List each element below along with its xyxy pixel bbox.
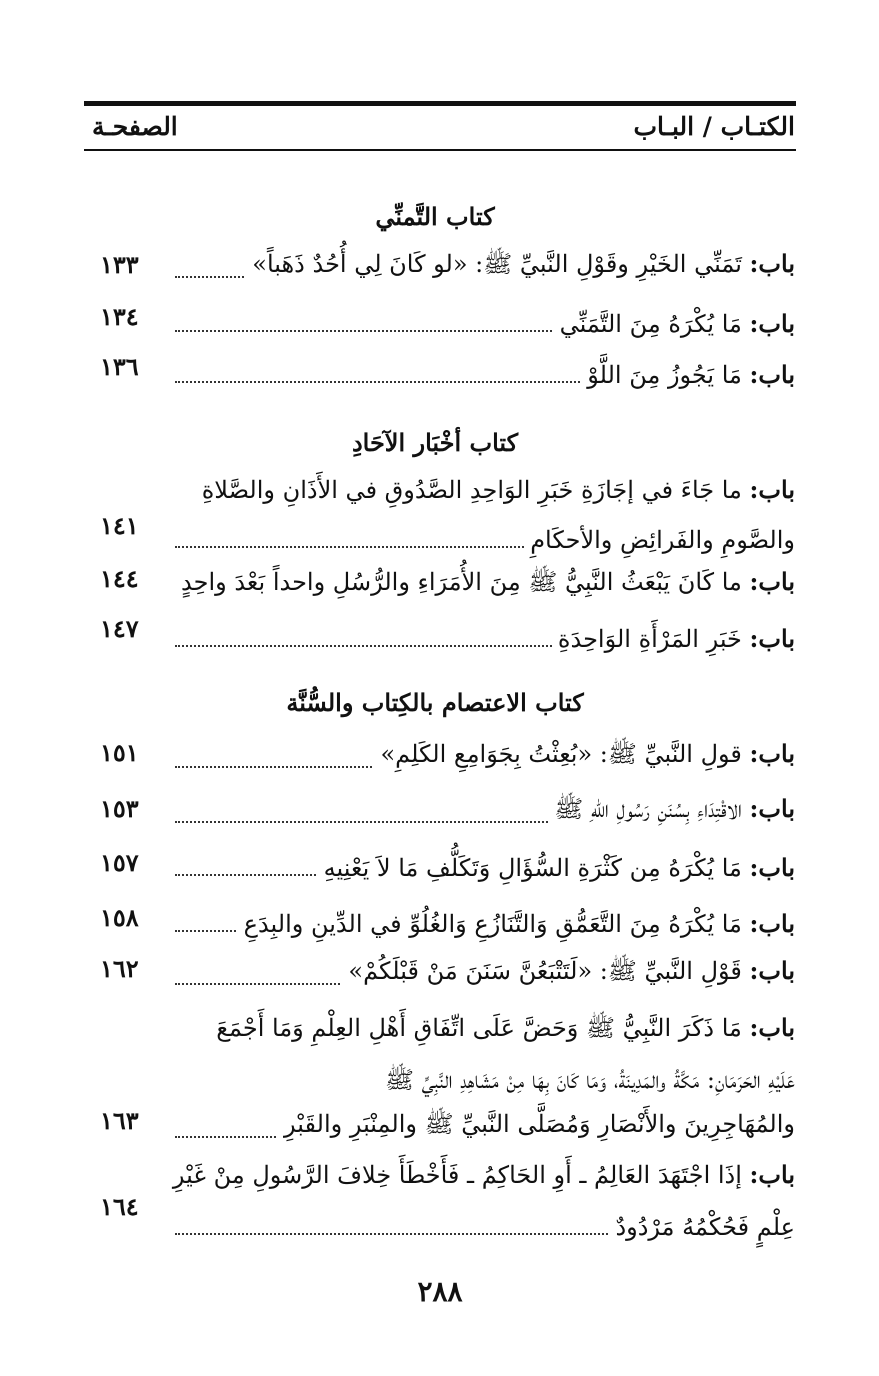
index-entry[interactable] (175, 1108, 795, 1152)
entry-label: باب: (749, 249, 795, 278)
entry-label: باب: (749, 360, 795, 389)
entry-title-line3: والمُهَاجِرِينَ والأَنْصَارِ وَمُصَلَّى النَّبيِّ ﷺ والمِنْبَرِ والقَبْرِ (284, 1110, 795, 1138)
entry-title: خَبَرِ المَرْأَةِ الوَاحِدَةِ (557, 625, 742, 653)
entry-title: الاقْتِدَاءِ بِسُنَنِ رَسُولِ اللهِ ﷺ (554, 795, 742, 823)
header-top-rule (84, 101, 796, 106)
entry-title: ما كَانَ يَبْعَثُ النَّبِيُّ ﷺ مِنَ الأُمَرَاءِ والرُّسُلِ واحداً بَعْدَ واحِدٍ (181, 568, 742, 596)
page-number: ١٥١ (100, 738, 139, 767)
entry-first-line[interactable] (167, 1013, 795, 1048)
page-number: ١٣٣ (100, 250, 139, 279)
index-entry[interactable] (175, 518, 795, 562)
section-title: كتاب الاعتصام بالكِتاب والسُّنَّة (286, 688, 584, 717)
page-number: ١٦٢ (100, 954, 139, 983)
section-title: كتاب أخْبَار الآحَادِ (351, 428, 519, 457)
page-number: ١٤٤ (100, 564, 139, 593)
entry-title-line1: مَا ذَكَرَ النَّبِيُّ ﷺ وَحَضَّ عَلَى اتِّفَاقِ أَهْلِ العِلْمِ وَمَا أَجْمَعَ (216, 1014, 742, 1042)
index-entry[interactable] (175, 902, 795, 946)
entry-label: باب: (749, 624, 795, 653)
entry-title: تَمَنِّي الخَيْرِ وقَوْلِ النَّبيِّ ﷺ: «لو كَانَ لِي أُحُدٌ ذَهَباً» (252, 250, 742, 278)
entry-first-line[interactable] (167, 1160, 795, 1189)
folio-page-number: ٢٨٨ (417, 1275, 463, 1308)
entry-title: مَا يُكْرَهُ مِنَ التَّعَمُّقِ وَالتَّنَازُعِ وَالغُلُوِّ في الدِّينِ والبِدَعِ (243, 910, 742, 938)
entry-label: باب: (749, 909, 795, 938)
entry-label: باب: (749, 1160, 795, 1189)
index-entry[interactable] (175, 566, 795, 610)
entry-title-line2: والصَّومِ والفَرائِضِ والأحكَامِ (530, 526, 795, 554)
entry-title-line1: ما جَاءَ في إجَازَةِ خَبَرِ الوَاحِدِ الصَّدُوقِ في الأَذَانِ والصَّلاةِ (201, 476, 742, 504)
page-number: ١٦٤ (100, 1192, 139, 1221)
entry-label: باب: (749, 309, 795, 338)
page-number: ١٥٧ (100, 848, 139, 877)
index-entry[interactable] (175, 1205, 795, 1249)
index-entry[interactable] (175, 738, 795, 782)
section-title: كتاب التَّمنِّي (375, 202, 495, 231)
entry-label: باب: (749, 956, 795, 985)
index-entry[interactable] (175, 248, 795, 292)
entry-label: باب: (749, 475, 795, 504)
page-number: ١٤١ (100, 511, 139, 540)
entry-first-line[interactable] (167, 475, 795, 504)
entry-title-line2: عِلْمٍ فَحُكْمُهُ مَرْدُودٌ (615, 1213, 795, 1241)
index-entry[interactable] (175, 353, 795, 397)
header-bottom-rule (84, 149, 796, 151)
page-number: ١٣٦ (100, 352, 139, 381)
page-number: ١٣٤ (100, 302, 139, 331)
column-header-chapter: الكتـاب / البـاب (633, 112, 795, 141)
page-number: ١٥٨ (100, 903, 139, 932)
entry-label: باب: (749, 853, 795, 882)
page-number: ١٥٣ (100, 794, 139, 823)
index-entry[interactable] (175, 617, 795, 661)
index-entry[interactable] (175, 955, 795, 999)
entry-label: باب: (749, 567, 795, 596)
entry-title: مَا يُكْرَهُ مِن كَثْرَةِ السُّؤَالِ وَتَكَلُّفِ مَا لاَ يَعْنِيهِ (323, 854, 742, 882)
entry-label: باب: (749, 794, 795, 823)
index-entry[interactable] (175, 793, 795, 837)
index-entry[interactable] (175, 846, 795, 890)
entry-title-line1: إذَا اجْتَهَدَ العَالِمُ ـ أَوِ الحَاكِمُ ـ فَأَخْطَأَ خِلافَ الرَّسُولِ مِنْ غَيْرِ (172, 1161, 742, 1189)
index-entry[interactable] (175, 302, 795, 346)
entry-label: باب: (749, 1013, 795, 1042)
entry-title: مَا يُكْرَهُ مِنَ التَّمَنِّي (559, 310, 742, 338)
entry-title: قَوْلِ النَّبيِّ ﷺ: «لَتَتْبَعُنَّ سَنَنَ مَنْ قَبْلَكُمْ» (348, 957, 742, 985)
page-number: ١٦٣ (100, 1106, 139, 1135)
column-header-page: الصفحـة (92, 112, 178, 141)
entry-label: باب: (749, 739, 795, 768)
page-number: ١٤٧ (100, 614, 139, 643)
entry-title: مَا يَجُوزُ مِنَ اللَّوْ (587, 361, 742, 389)
entry-middle-line: عَلَيْهِ الحَرَمَانِ: مَكَّةُ والمَدِينَةُ، وَمَا كَانَ بِهَا مِنْ مَشَاهِدِ النَّبِيِّ ﷺ (385, 1066, 795, 1094)
entry-title: قولِ النَّبيِّ ﷺ: «بُعِثْتُ بِجَوَامِعِ الكَلِمِ» (380, 740, 742, 768)
